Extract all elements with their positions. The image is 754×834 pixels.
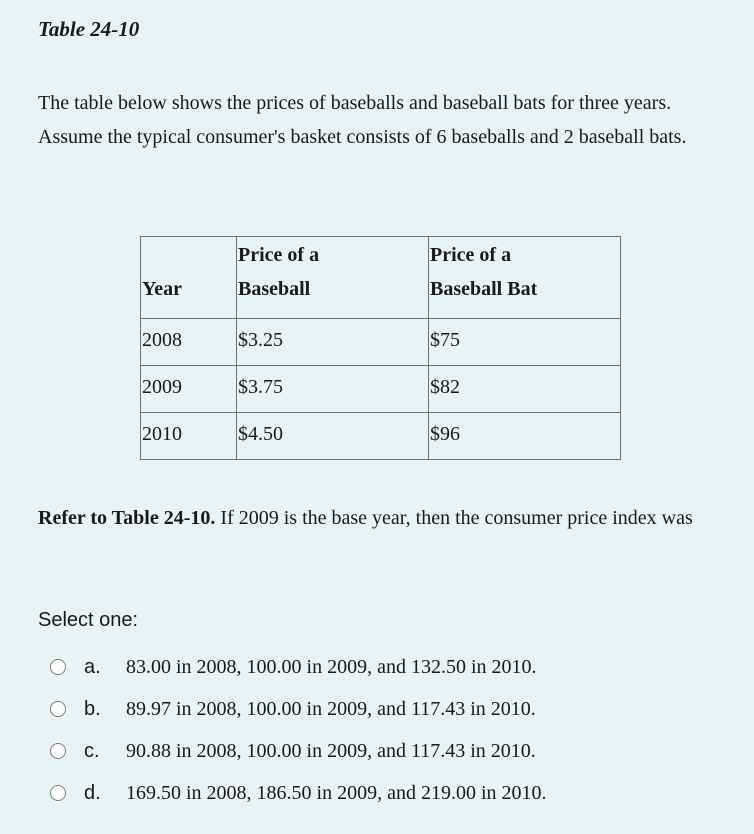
radio-button-b[interactable] bbox=[50, 701, 66, 717]
answer-options bbox=[50, 646, 547, 814]
cell-year: 2010 bbox=[141, 413, 237, 460]
answer-option-a[interactable] bbox=[50, 646, 547, 688]
option-letter: c. bbox=[84, 739, 100, 762]
table-title: Table 24-10 bbox=[38, 17, 140, 41]
header-baseball-price: Price of a Baseball bbox=[237, 237, 429, 319]
price-table bbox=[140, 236, 621, 460]
cell-baseball-price: $3.25 bbox=[237, 319, 429, 366]
answer-option-d[interactable] bbox=[50, 772, 547, 814]
radio-button-a[interactable] bbox=[50, 659, 66, 675]
question-reference: Refer to Table 24-10. bbox=[38, 507, 216, 529]
table-header-row bbox=[141, 237, 621, 319]
question-text bbox=[38, 502, 738, 535]
option-letter: a. bbox=[84, 655, 101, 678]
cell-year: 2009 bbox=[141, 366, 237, 413]
option-text[interactable]: 89.97 in 2008, 100.00 in 2009, and 117.43 in 2010. bbox=[126, 697, 536, 720]
option-text[interactable]: 83.00 in 2008, 100.00 in 2009, and 132.50 in 2010. bbox=[126, 655, 537, 678]
answer-option-c[interactable] bbox=[50, 730, 547, 772]
table-row bbox=[141, 413, 621, 460]
select-one-label: Select one: bbox=[38, 609, 139, 631]
cell-bat-price: $96 bbox=[429, 413, 621, 460]
question-body: If 2009 is the base year, then the consumer price index was bbox=[215, 507, 693, 529]
table-row bbox=[141, 366, 621, 413]
cell-baseball-price: $4.50 bbox=[237, 413, 429, 460]
cell-year: 2008 bbox=[141, 319, 237, 366]
option-letter: d. bbox=[84, 781, 101, 804]
cell-bat-price: $82 bbox=[429, 366, 621, 413]
option-text[interactable]: 90.88 in 2008, 100.00 in 2009, and 117.43 in 2010. bbox=[126, 739, 536, 762]
option-letter: b. bbox=[84, 697, 101, 720]
radio-button-d[interactable] bbox=[50, 785, 66, 801]
header-bat-price: Price of a Baseball Bat bbox=[429, 237, 621, 319]
radio-button-c[interactable] bbox=[50, 743, 66, 759]
intro-text: The table below shows the prices of baseballs and baseball bats for three years. Assume the typical consumer's basket consists of 6 baseballs and 2 baseball bats. bbox=[38, 92, 687, 148]
header-year: Year bbox=[141, 237, 237, 319]
cell-baseball-price: $3.75 bbox=[237, 366, 429, 413]
cell-bat-price: $75 bbox=[429, 319, 621, 366]
option-text[interactable]: 169.50 in 2008, 186.50 in 2009, and 219.00 in 2010. bbox=[126, 781, 547, 804]
answer-option-b[interactable] bbox=[50, 688, 547, 730]
table-row bbox=[141, 319, 621, 366]
